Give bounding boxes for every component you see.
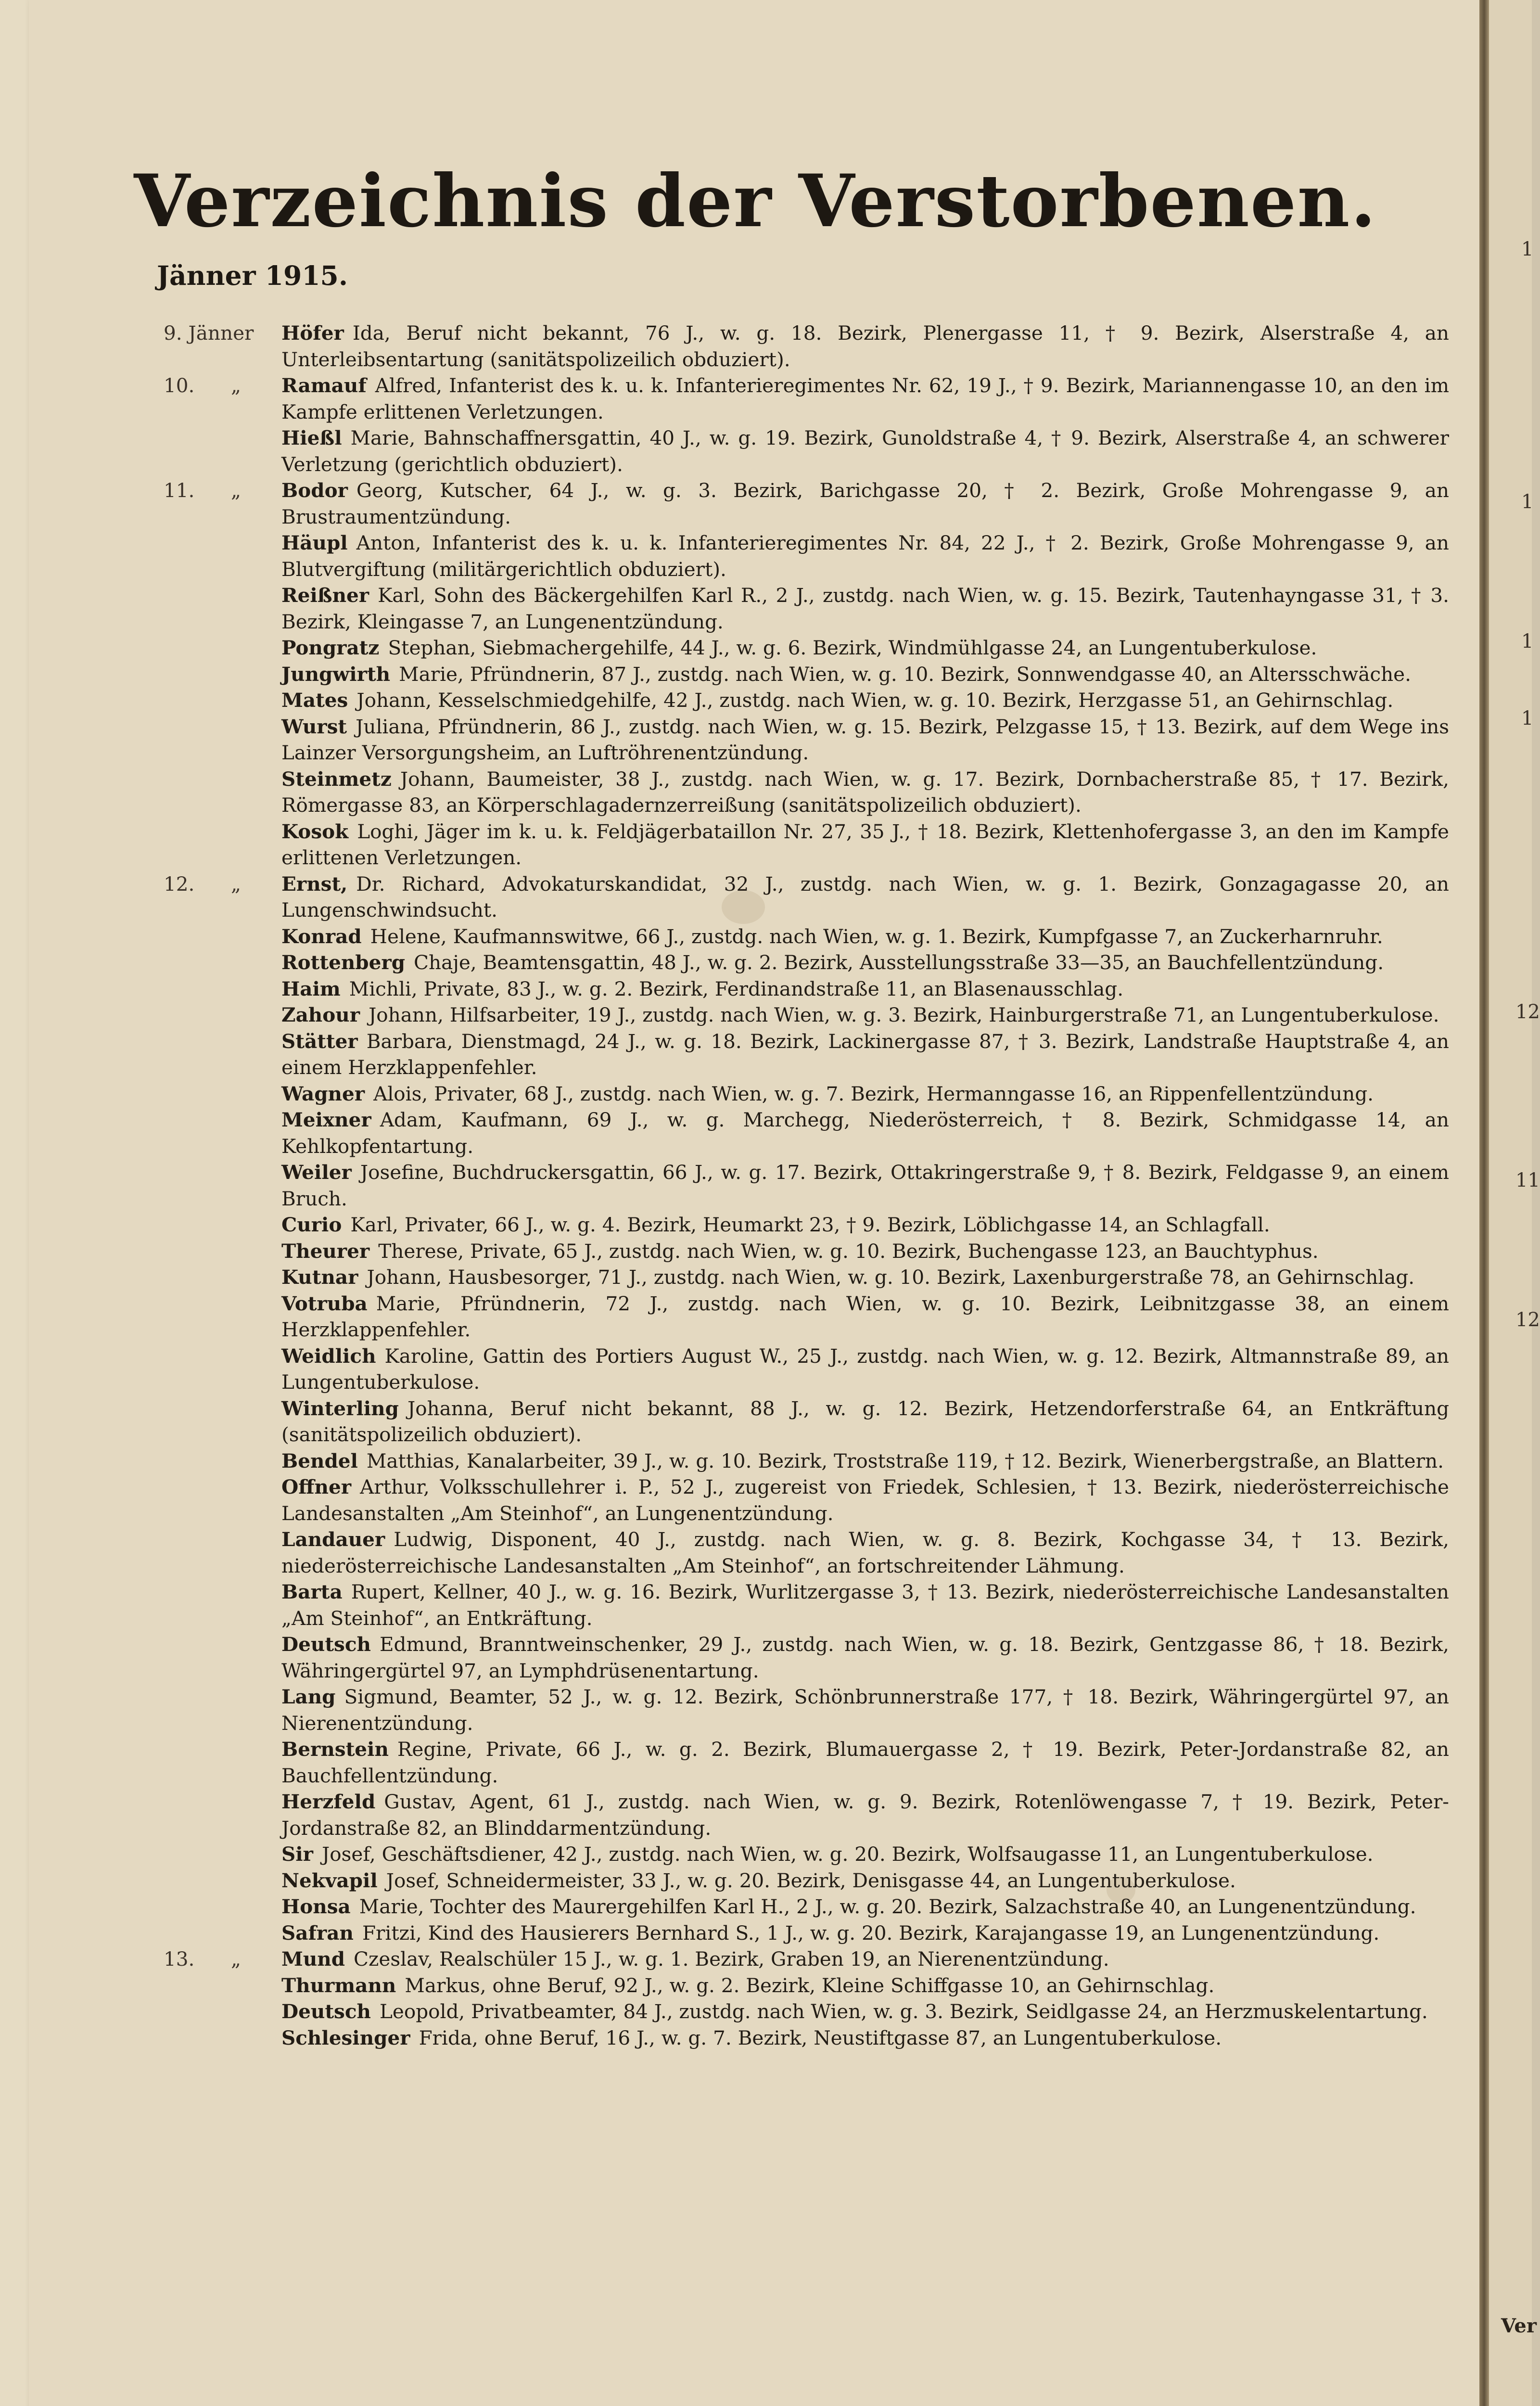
entry-details: Chaje, Beamtensgattin, 48 J., w. g. 2. Bezirk, Ausstellungsstraße 33—35, an Bauchfellentzündung. [414, 951, 1384, 974]
register-entry [0, 1736, 1472, 1789]
month-heading: Jänner 1915. [157, 260, 348, 291]
register-entry [0, 1343, 1472, 1395]
register-entry [0, 320, 1472, 372]
register-entry [0, 714, 1472, 766]
right-page-fragment: 12 [1515, 1001, 1540, 1023]
entry-details: Gustav, Agent, 61 J., zustdg. nach Wien, w. g. 9. Bezirk, Rotenlöwengasse 7, † 19. Bezirk, Peter-Jordanstraße 82, an Blinddarmentzündung. [281, 1790, 1449, 1840]
entry-details: Markus, ohne Beruf, 92 J., w. g. 2. Bezirk, Kleine Schiffgasse 10, an Gehirnschlag. [405, 1973, 1215, 1997]
register-entry [0, 1998, 1472, 2025]
right-page-fragment: 12 [1515, 1309, 1540, 1331]
right-page-fragment: 1 [1521, 707, 1534, 729]
surname: Hießl [281, 426, 342, 449]
entry-details: Josefine, Buchdruckersgattin, 66 J., w. g. 17. Bezirk, Ottakringerstraße 9, † 8. Bezirk, Feldgasse 9, an einem Bruch. [281, 1161, 1449, 1210]
entry-details: Marie, Pfründnerin, 72 J., zustdg. nach Wien, w. g. 10. Bezirk, Leibnitzgasse 38, an einem Herzklappenfehler. [281, 1292, 1449, 1341]
register-entry [0, 949, 1472, 976]
right-page-fragment: 11 [1515, 1169, 1540, 1191]
register-entry [0, 1579, 1472, 1631]
ditto-mark: „ [231, 872, 241, 896]
register-entry [0, 1894, 1472, 1920]
register-entry [0, 582, 1472, 635]
register-entry [0, 1526, 1472, 1579]
surname: Honsa [281, 1895, 351, 1918]
register-entry [0, 1448, 1472, 1474]
register-entry [0, 425, 1472, 477]
entry-details: Johann, Hilfsarbeiter, 19 J., zustdg. nach Wien, w. g. 3. Bezirk, Hainburgerstraße 71, an Lungentuberkulose. [369, 1003, 1439, 1026]
book-gutter [1479, 0, 1489, 2406]
register-entry [0, 372, 1472, 425]
surname: Ernst, [281, 872, 348, 896]
right-page-edge [1489, 0, 1532, 2406]
register-entry [0, 871, 1472, 923]
surname: Häupl [281, 531, 348, 554]
entry-details: Ludwig, Disponent, 40 J., zustdg. nach Wien, w. g. 8. Bezirk, Kochgasse 34, † 13. Bezirk, niederösterreichische Landesanstalten „Am Steinhof“, an fortschreitender Lähmung. [281, 1528, 1449, 1577]
register-entry [0, 1474, 1472, 1526]
surname: Lang [281, 1685, 336, 1708]
entry-details: Rupert, Kellner, 40 J., w. g. 16. Bezirk, Wurlitzergasse 3, † 13. Bezirk, niederösterreichische Landesanstalten „Am Steinhof“, an Entkräftung. [281, 1580, 1449, 1630]
register-entry [0, 923, 1472, 950]
surname: Bodor [281, 479, 348, 502]
surname: Deutsch [281, 2000, 371, 2023]
entry-details: Georg, Kutscher, 64 J., w. g. 3. Bezirk, Barichgasse 20, † 2. Bezirk, Große Mohrengasse 9, an Brustraumentzündung. [281, 479, 1449, 528]
surname: Herzfeld [281, 1790, 376, 1813]
register-entry [0, 687, 1472, 714]
register-entry [0, 1972, 1472, 1999]
surname: Jungwirth [281, 662, 391, 686]
surname: Deutsch [281, 1633, 371, 1656]
surname: Nekvapil [281, 1868, 378, 1892]
entry-details: Adam, Kaufmann, 69 J., w. g. Marchegg, Niederösterreich, † 8. Bezirk, Schmidgasse 14, an Kehlkopfentartung. [281, 1108, 1449, 1158]
page-title: Verzeichnis der Verstorbenen. [134, 159, 1377, 243]
register-entry [0, 1291, 1472, 1343]
surname: Mates [281, 689, 348, 712]
entry-details: Czeslav, Realschüler 15 J., w. g. 1. Bezirk, Graben 19, an Nierenentzündung. [354, 1947, 1109, 1971]
register-entry [0, 1631, 1472, 1684]
entry-details: Karl, Privater, 66 J., w. g. 4. Bezirk, Heumarkt 23, † 9. Bezirk, Löblichgasse 14, an Schlagfall. [350, 1213, 1270, 1236]
entry-details: Frida, ohne Beruf, 16 J., w. g. 7. Bezirk, Neustiftgasse 87, an Lungentuberkulose. [419, 2026, 1222, 2049]
entry-details: Anton, Infanterist des k. u. k. Infanterieregimentes Nr. 84, 22 J., † 2. Bezirk, Große Mohrengasse 9, an Blutvergiftung (militärgerichtlich obduziert). [281, 531, 1449, 581]
entry-details: Matthias, Kanalarbeiter, 39 J., w. g. 10. Bezirk, Troststraße 119, † 12. Bezirk, Wienerbergstraße, an Blattern. [366, 1449, 1444, 1472]
surname: Rottenberg [281, 951, 406, 974]
surname: Steinmetz [281, 767, 392, 791]
register-entry [0, 1684, 1472, 1736]
surname: Barta [281, 1580, 343, 1603]
register-entry [0, 1946, 1472, 1972]
surname: Weidlich [281, 1344, 376, 1368]
right-page-fragment: 1 [1521, 491, 1534, 513]
register-entry [0, 635, 1472, 661]
entry-details: Juliana, Pfründnerin, 86 J., zustdg. nach Wien, w. g. 15. Bezirk, Pelzgasse 15, † 13. Bezirk, auf dem Wege ins Lainzer Versorgungsheim, an Luftröhrenentzündung. [281, 715, 1449, 764]
register-entry [0, 1081, 1472, 1107]
entry-date: 10. [164, 374, 195, 397]
surname: Theurer [281, 1239, 370, 1263]
surname: Sir [281, 1843, 313, 1866]
entry-details: Karoline, Gattin des Portiers August W., 25 J., zustdg. nach Wien, w. g. 12. Bezirk, Altmannstraße 89, an Lungentuberkulose. [281, 1344, 1449, 1394]
surname: Thurmann [281, 1973, 396, 1997]
entry-details: Johann, Baumeister, 38 J., zustdg. nach Wien, w. g. 17. Bezirk, Dornbacherstraße 85, † 17. Bezirk, Römergasse 83, an Körperschlagadernzerreißung (sanitätspolizeilich obduziert). [281, 767, 1449, 817]
surname: Offner [281, 1475, 352, 1498]
entry-details: Marie, Pfründnerin, 87 J., zustdg. nach Wien, w. g. 10. Bezirk, Sonnwendgasse 40, an Altersschwäche. [399, 662, 1411, 686]
surname: Weiler [281, 1161, 352, 1184]
register-entry [0, 1212, 1472, 1238]
register-entry [0, 1868, 1472, 1894]
register-entry [0, 661, 1472, 688]
entry-details: Karl, Sohn des Bäckergehilfen Karl R., 2 J., zustdg. nach Wien, w. g. 15. Bezirk, Tautenhayngasse 31, † 3. Bezirk, Kleingasse 7, an Lungenentzündung. [281, 584, 1449, 633]
surname: Wurst [281, 715, 347, 738]
ditto-mark: „ [231, 479, 241, 502]
entry-details: Barbara, Dienstmagd, 24 J., w. g. 18. Bezirk, Lackinergasse 87, † 3. Bezirk, Landstraße Hauptstraße 4, an einem Herzklappenfehler. [281, 1029, 1449, 1079]
entry-details: Michli, Private, 83 J., w. g. 2. Bezirk, Ferdinandstraße 11, an Blasenausschlag. [349, 977, 1124, 1000]
register-entry [0, 1107, 1472, 1159]
register-entry [0, 477, 1472, 530]
surname: Safran [281, 1921, 354, 1945]
entry-date: 11. [164, 479, 195, 502]
entry-details: Josef, Geschäftsdiener, 42 J., zustdg. nach Wien, w. g. 20. Bezirk, Wolfsaugasse 11, an Lungentuberkulose. [321, 1843, 1374, 1866]
entry-details: Ida, Beruf nicht bekannt, 76 J., w. g. 18. Bezirk, Plenergasse 11, † 9. Bezirk, Alserstraße 4, an Unterleibsentartung (sanitätspolizeilich obduziert). [281, 321, 1449, 371]
entry-details: Therese, Private, 65 J., zustdg. nach Wien, w. g. 10. Bezirk, Buchengasse 123, an Bauchtyphus. [378, 1239, 1319, 1263]
entry-date: 9. Jänner [164, 321, 254, 345]
surname: Stätter [281, 1029, 358, 1053]
entry-details: Dr. Richard, Advokaturskandidat, 32 J., zustdg. nach Wien, w. g. 1. Bezirk, Gonzagagasse 20, an Lungenschwindsucht. [281, 872, 1449, 921]
register-entry [0, 766, 1472, 819]
entry-details: Alfred, Infanterist des k. u. k. Infanterieregimentes Nr. 62, 19 J., † 9. Bezirk, Mariannengasse 10, an den im Kampfe erlittenen Verletzungen. [281, 374, 1449, 423]
surname: Mund [281, 1947, 345, 1971]
register-entry [0, 1264, 1472, 1291]
surname: Haim [281, 977, 341, 1000]
surname: Ramauf [281, 374, 367, 397]
entry-details: Sigmund, Beamter, 52 J., w. g. 12. Bezirk, Schönbrunnerstraße 177, † 18. Bezirk, Währingergürtel 97, an Nierenentzündung. [281, 1685, 1449, 1735]
surname: Reißner [281, 584, 369, 607]
surname: Wagner [281, 1082, 365, 1105]
entry-details: Arthur, Volksschullehrer i. P., 52 J., zugereist von Friedek, Schlesien, † 13. Bezirk, niederösterreichische Landesanstalten „Am Steinhof“, an Lungenentzündung. [281, 1475, 1449, 1525]
entry-details: Josef, Schneidermeister, 33 J., w. g. 20. Bezirk, Denisgasse 44, an Lungentuberkulose. [386, 1868, 1236, 1892]
surname: Kosok [281, 819, 349, 843]
surname: Landauer [281, 1528, 385, 1551]
register-entry [0, 1920, 1472, 1946]
surname: Konrad [281, 924, 362, 948]
entry-date: 13. [164, 1947, 195, 1971]
entry-details: Leopold, Privatbeamter, 84 J., zustdg. nach Wien, w. g. 3. Bezirk, Seidlgasse 24, an Herzmuskelentartung. [379, 2000, 1428, 2023]
right-page-fragment: 1 [1521, 630, 1534, 653]
ditto-mark: „ [231, 374, 241, 397]
ditto-mark: „ [231, 1947, 241, 1971]
entry-details: Alois, Privater, 68 J., zustdg. nach Wien, w. g. 7. Bezirk, Hermanngasse 16, an Rippenfellentzündung. [373, 1082, 1374, 1105]
register-entry [0, 2025, 1472, 2051]
surname: Höfer [281, 321, 344, 345]
right-page-fragment: 1 [1521, 238, 1534, 260]
surname: Bendel [281, 1449, 358, 1472]
entry-details: Johann, Hausbesorger, 71 J., zustdg. nach Wien, w. g. 10. Bezirk, Laxenburgerstraße 78, an Gehirnschlag. [367, 1266, 1415, 1289]
register-entry [0, 1159, 1472, 1212]
right-page-fragment: Ver [1501, 2315, 1537, 2337]
register-entry [0, 530, 1472, 582]
surname: Curio [281, 1213, 342, 1236]
register-entry [0, 819, 1472, 871]
register-entry [0, 1002, 1472, 1028]
entry-details: Fritzi, Kind des Hausierers Bernhard S., 1 J., w. g. 20. Bezirk, Karajangasse 19, an Lungenentzündung. [362, 1921, 1380, 1945]
surname: Votruba [281, 1292, 368, 1315]
register-entry [0, 1841, 1472, 1868]
surname: Bernstein [281, 1738, 389, 1761]
surname: Meixner [281, 1108, 371, 1131]
surname: Zahour [281, 1003, 360, 1026]
entry-details: Marie, Tochter des Maurergehilfen Karl H., 2 J., w. g. 20. Bezirk, Salzachstraße 40, an Lungenentzündung. [359, 1895, 1416, 1918]
entry-details: Loghi, Jäger im k. u. k. Feldjägerbataillon Nr. 27, 35 J., † 18. Bezirk, Klettenhofergasse 3, an den im Kampfe erlittenen Verletzungen. [281, 819, 1449, 869]
surname: Kutnar [281, 1266, 358, 1289]
entry-details: Edmund, Branntweinschenker, 29 J., zustdg. nach Wien, w. g. 18. Bezirk, Gentzgasse 86, † 18. Bezirk, Währingergürtel 97, an Lymphdrüsenentartung. [281, 1633, 1449, 1682]
entry-details: Stephan, Siebmachergehilfe, 44 J., w. g. 6. Bezirk, Windmühlgasse 24, an Lungentuberkulose. [388, 636, 1317, 659]
register-entry [0, 1789, 1472, 1841]
register-entry [0, 976, 1472, 1002]
entry-details: Regine, Private, 66 J., w. g. 2. Bezirk, Blumauergasse 2, † 19. Bezirk, Peter-Jordanstraße 82, an Bauchfellentzündung. [281, 1738, 1449, 1787]
register-entry [0, 1028, 1472, 1081]
entry-date: 12. [164, 872, 195, 896]
entry-details: Helene, Kaufmannswitwe, 66 J., zustdg. nach Wien, w. g. 1. Bezirk, Kumpfgasse 7, an Zuckerharnruhr. [370, 924, 1383, 948]
entry-details: Johann, Kesselschmiedgehilfe, 42 J., zustdg. nach Wien, w. g. 10. Bezirk, Herzgasse 51, an Gehirnschlag. [356, 689, 1394, 712]
register-entry [0, 1238, 1472, 1265]
death-register-list [0, 320, 1472, 2051]
surname: Pongratz [281, 636, 380, 659]
entry-details: Johanna, Beruf nicht bekannt, 88 J., w. g. 12. Bezirk, Hetzendorferstraße 64, an Entkräftung (sanitätspolizeilich obduziert). [281, 1396, 1449, 1446]
surname: Schlesinger [281, 2026, 410, 2049]
surname: Winterling [281, 1396, 399, 1420]
register-entry [0, 1395, 1472, 1448]
entry-details: Marie, Bahnschaffnersgattin, 40 J., w. g. 19. Bezirk, Gunoldstraße 4, † 9. Bezirk, Alserstraße 4, an schwerer Verletzung (gerichtlich obduziert). [281, 426, 1449, 476]
